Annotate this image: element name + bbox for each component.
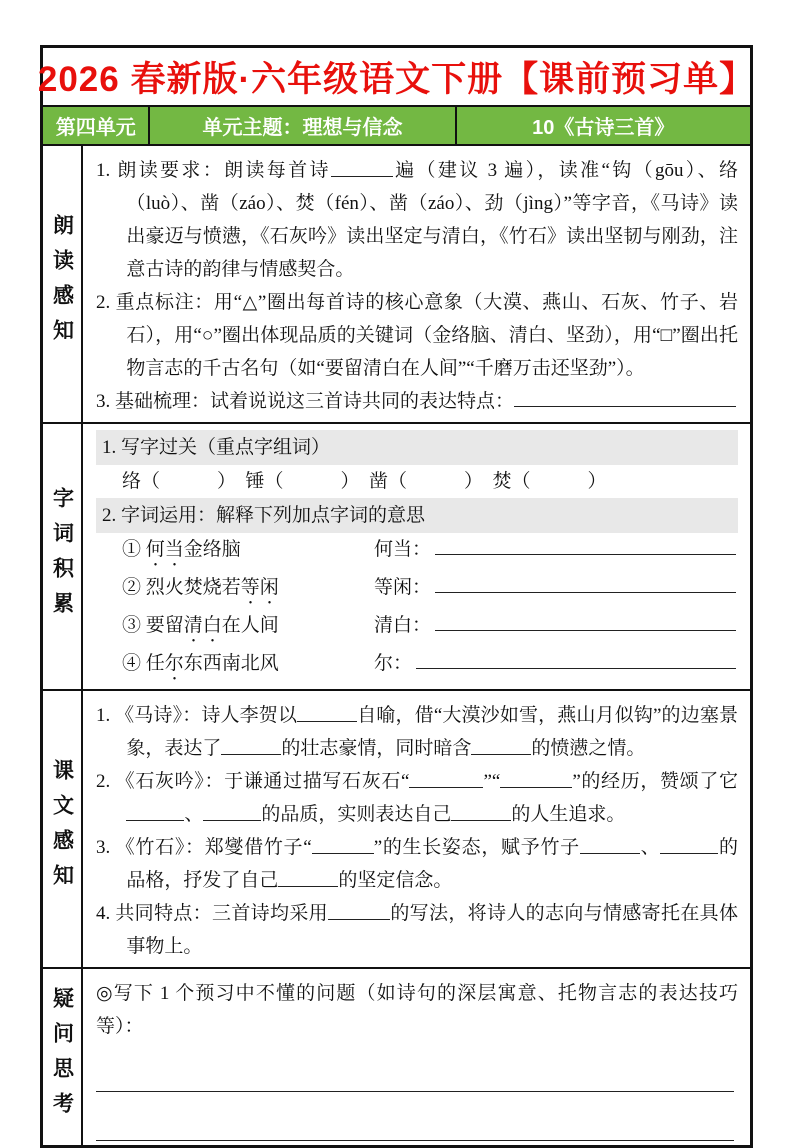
word-item-3: [96, 609, 738, 647]
fill-in-blank[interactable]: [203, 804, 261, 821]
fill-in-blank[interactable]: [514, 387, 736, 407]
fill-in-blank[interactable]: [328, 903, 390, 920]
fill-in-blank[interactable]: [471, 738, 531, 755]
word-phrase: ① 何当金络脑: [122, 539, 241, 560]
section-label-questions: 疑问思考: [50, 987, 74, 1127]
word-item-4: [96, 647, 738, 685]
fill-in-blank[interactable]: [435, 535, 736, 555]
unit-header-bar: [43, 107, 750, 146]
word-term: 等闲：: [374, 577, 432, 598]
question-prompt: ◎写下 1 个预习中不懂的问题（如诗句的深层寓意、托物言志的表达技巧等）：: [96, 983, 738, 1037]
section-label-reading: 朗读感知: [50, 214, 74, 354]
section-label-words: 字词积累: [50, 486, 74, 627]
word-item-2: [96, 571, 738, 609]
page-title: 2026 春新版·六年级语文下册【课前预习单】: [43, 48, 750, 107]
section-words: [43, 424, 750, 691]
fill-in-blank[interactable]: [278, 870, 338, 887]
text-sense-item-1: 1. 《马诗》：诗人李贺以 自喻，借“大漠沙如雪，燕山月似钩”的边塞景象，表达了 的壮志豪情，同时暗含 的愤懑之情。: [96, 705, 738, 759]
preview-sheet: [37, 45, 756, 1148]
unit-number: 第四单元: [43, 107, 150, 144]
fill-in-blank[interactable]: [331, 160, 393, 177]
text-sense-item-4: 4. 共同特点：三首诗均采用 的写法，将诗人的志向与情感寄托在具体事物上。: [96, 903, 738, 957]
fill-in-blank[interactable]: [409, 771, 483, 788]
unit-theme: 单元主题：理想与信念: [150, 107, 456, 144]
fill-in-blank[interactable]: [451, 804, 511, 821]
word-term: 尔：: [374, 653, 413, 674]
word-term: 清白：: [374, 615, 432, 636]
fill-in-blank[interactable]: [435, 611, 736, 631]
word-phrase: ④ 任尔东西南北风: [122, 653, 279, 674]
questions-content: [83, 969, 750, 1145]
words-task-2-heading: 2. 字词运用：解释下列加点字词的意思: [96, 498, 738, 533]
section-text-sense: [43, 691, 750, 969]
section-label-cell: [43, 424, 83, 689]
section-reading: [43, 146, 750, 424]
section-label-text-sense: 课文感知: [50, 759, 74, 899]
fill-in-blank[interactable]: [312, 837, 374, 854]
reading-task-3-text: 3. 基础梳理：试着说说这三首诗共同的表达特点：: [96, 391, 515, 412]
section-label-cell: [43, 691, 83, 967]
answer-line[interactable]: [96, 1092, 734, 1141]
reading-task-2: 2. 重点标注：用“△”圈出每首诗的核心意象（大漠、燕山、石灰、竹子、岩石），用“○”圈出体现品质的关键词（金络脑、清白、坚劲），用“□”圈出托物言志的千古名句（如“要留清白在人间”“千磨万击还坚劲”）。: [96, 292, 738, 379]
section-label-cell: [43, 969, 83, 1145]
word-item-1: [96, 533, 738, 571]
fill-in-blank[interactable]: [580, 837, 640, 854]
section-questions: [43, 969, 750, 1145]
text-sense-item-2: 2. 《石灰吟》：于谦通过描写石灰石“ ”“ ”的经历，赞颂了它、 的品质，实则表达自己 的人生追求。: [96, 771, 738, 825]
fill-in-blank[interactable]: [660, 837, 718, 854]
emphasized-word: 清白: [183, 615, 222, 636]
answer-line[interactable]: [96, 1043, 734, 1092]
emphasized-word: 何当: [145, 539, 184, 560]
words-character-line[interactable]: 络（ ） 锤（ ） 凿（ ） 焚（ ）: [122, 471, 607, 492]
fill-in-blank[interactable]: [126, 804, 184, 821]
fill-in-blank[interactable]: [435, 573, 736, 593]
words-content: [83, 424, 750, 689]
text-sense-content: [83, 691, 750, 967]
fill-in-blank[interactable]: [416, 649, 736, 669]
reading-task-3: [96, 385, 738, 418]
text-sense-item-3: 3. 《竹石》：郑燮借竹子“ ”的生长姿态，赋予竹子 、 的品格，抒发了自己 的坚定信念。: [96, 837, 739, 891]
reading-task-1: 1. 朗读要求：朗读每首诗 遍（建议 3 遍），读准“钩（gōu）、络（luò）、凿（záo）、焚（fén）、凿（záo）、劲（jìng）”等字音，《马诗》读出豪迈与愤懑，《石灰吟》读出坚定与清白，《竹石》读出坚韧与刚劲，注意古诗的韵律与情感契合。: [96, 160, 738, 280]
section-label-cell: [43, 146, 83, 422]
emphasized-word: 尔: [164, 653, 184, 674]
words-task-1-heading: 1. 写字过关（重点字组词）: [96, 430, 738, 465]
fill-in-blank[interactable]: [297, 705, 357, 722]
word-term: 何当：: [374, 539, 432, 560]
lesson-title: 10《古诗三首》: [532, 117, 675, 139]
word-phrase: ② 烈火焚烧若等闲: [122, 577, 279, 598]
emphasized-word: 等闲: [240, 577, 279, 598]
fill-in-blank[interactable]: [500, 771, 572, 788]
reading-content: [83, 146, 750, 422]
word-phrase: ③ 要留清白在人间: [122, 615, 279, 636]
fill-in-blank[interactable]: [221, 738, 281, 755]
